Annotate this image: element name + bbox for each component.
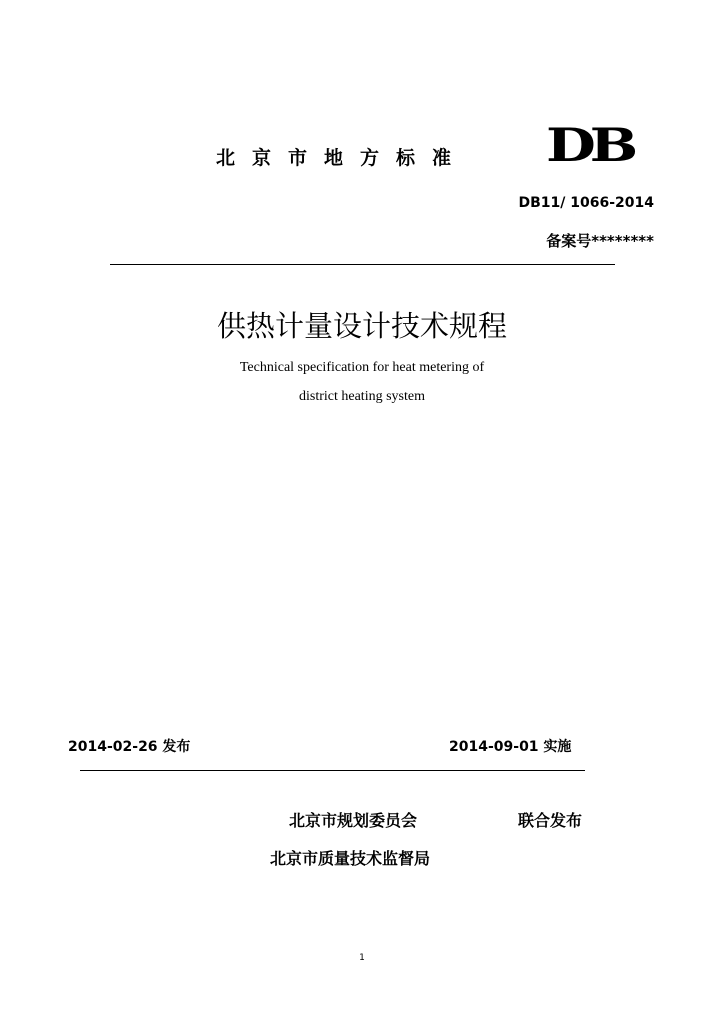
joint-issue-label: 联合发布 (518, 811, 583, 830)
standard-code: DB11/ 1066-2014 (518, 195, 654, 211)
publish-date: 2014-02-26 发布 (68, 739, 191, 755)
filing-number: 备案号******** (546, 232, 654, 250)
document-title-english-line1: Technical specification for heat metering of (239, 360, 485, 375)
document-title-english-line2: district heating system (299, 389, 425, 404)
issuer-planning-commission: 北京市规划委员会 (289, 811, 418, 830)
db-logo: DB (546, 118, 632, 172)
implement-date: 2014-09-01 实施 (449, 739, 572, 755)
document-title-chinese: 供热计量设计技术规程 (216, 309, 507, 343)
footer-divider (80, 770, 585, 771)
issuer-quality-bureau: 北京市质量技术监督局 (270, 849, 431, 868)
header-divider (110, 264, 615, 265)
page-number: 1 (359, 953, 365, 963)
standard-type-title: 北京市地方标准 (216, 147, 469, 169)
